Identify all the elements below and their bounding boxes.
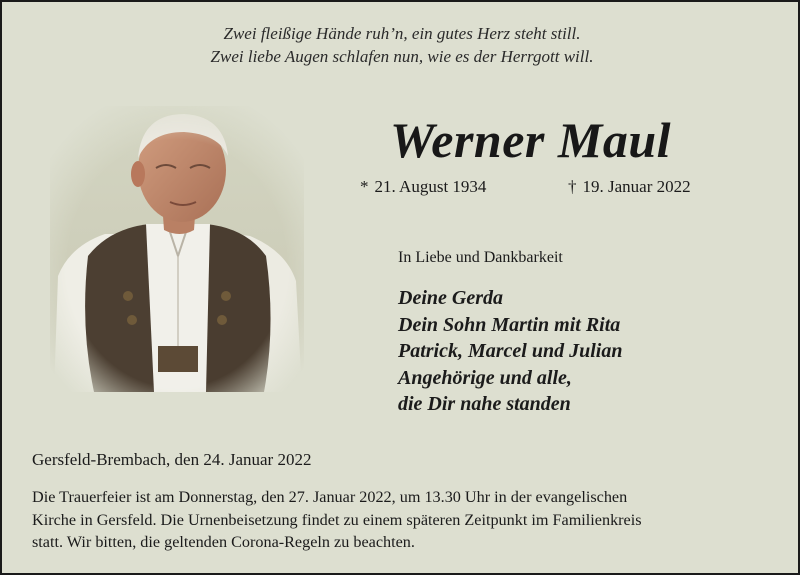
mourner-line: Deine Gerda <box>398 287 503 309</box>
deceased-name: Werner Maul <box>390 112 672 168</box>
motto-line-1: Zwei fleißige Hände ruh’n, ein gutes Herz steht still. <box>223 24 581 43</box>
mourners-list <box>398 285 622 418</box>
death-date <box>568 177 691 197</box>
birth-star-icon: * <box>360 177 369 196</box>
funeral-notice <box>32 486 782 554</box>
dedication-intro: In Liebe und Dankbarkeit <box>398 249 563 266</box>
mourner-line: Patrick, Marcel und Julian <box>398 340 623 362</box>
portrait-photo <box>50 106 304 392</box>
mourner-line: die Dir nahe standen <box>398 393 571 415</box>
birth-date <box>360 177 486 197</box>
notice-line: statt. Wir bitten, die geltenden Corona-Regeln zu beachten. <box>32 533 415 551</box>
notice-line: Die Trauerfeier ist am Donnerstag, den 27. Januar 2022, um 13.30 Uhr in der evangelischen <box>32 488 628 506</box>
death-date-text: 19. Januar 2022 <box>582 177 691 196</box>
mourner-line: Dein Sohn Martin mit Rita <box>398 313 621 336</box>
motto-verse <box>2 22 800 68</box>
mourner-line: Angehörige und alle, <box>398 366 572 389</box>
motto-line-2: Zwei liebe Augen schlafen nun, wie es der Herrgott will. <box>210 47 594 66</box>
place-and-date: Gersfeld-Brembach, den 24. Januar 2022 <box>32 450 312 469</box>
notice-line: Kirche in Gersfeld. Die Urnenbeisetzung findet zu einem späteren Zeitpunkt im Familienkreis <box>32 510 642 529</box>
death-cross-icon: † <box>568 177 577 196</box>
birth-date-text: 21. August 1934 <box>374 177 487 196</box>
